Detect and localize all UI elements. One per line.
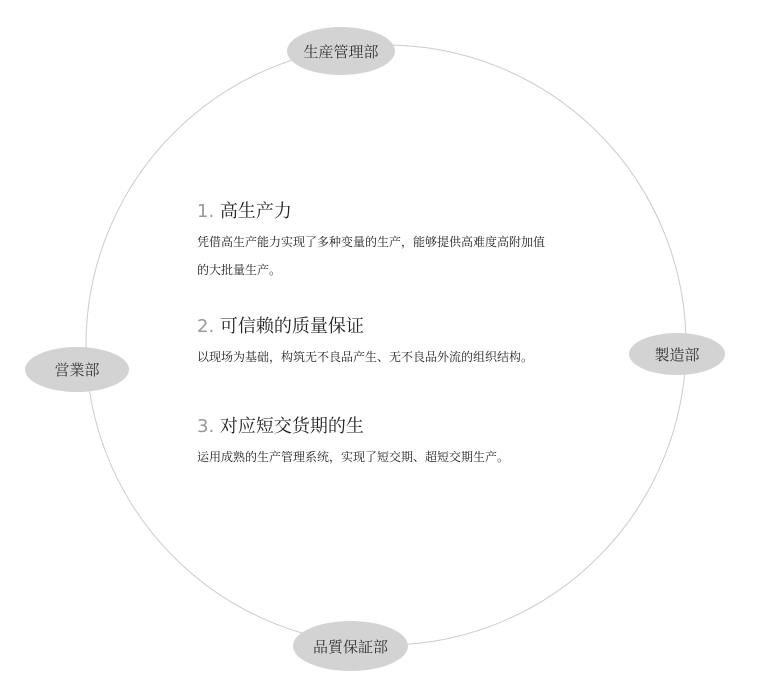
feature-title-text: 对应短交货期的生 (219, 416, 364, 437)
node-production-management: 生産管理部 (287, 27, 395, 75)
feature-description-line: 运用成熟的生产管理系统，实现了短交期、超短交期生产。 (197, 450, 510, 464)
feature-title (197, 315, 637, 339)
node-manufacturing: 製造部 (629, 333, 725, 375)
node-sales: 営業部 (25, 347, 129, 392)
feature-description (197, 228, 637, 284)
feature-quality-assurance (197, 315, 637, 371)
feature-number: 2. (197, 316, 215, 337)
feature-short-delivery (197, 415, 637, 471)
feature-description-line: 凭借高生产能力实现了多种变量的生产，能够提供高难度高附加值 (197, 235, 546, 249)
node-quality-assurance: 品質保証部 (293, 621, 408, 671)
feature-title-text: 可信赖的质量保证 (219, 316, 364, 337)
feature-title (197, 415, 637, 439)
feature-title (197, 200, 637, 224)
feature-title-text: 高生产力 (219, 201, 292, 222)
feature-description-line: 以现场为基础，构筑无不良品产生、无不良品外流的组织结构。 (197, 350, 534, 364)
feature-description-line: 的大批量生产。 (197, 263, 282, 277)
feature-number: 1. (197, 201, 215, 222)
feature-high-productivity (197, 200, 637, 284)
feature-number: 3. (197, 416, 215, 437)
feature-description (197, 343, 637, 371)
feature-description (197, 443, 637, 471)
